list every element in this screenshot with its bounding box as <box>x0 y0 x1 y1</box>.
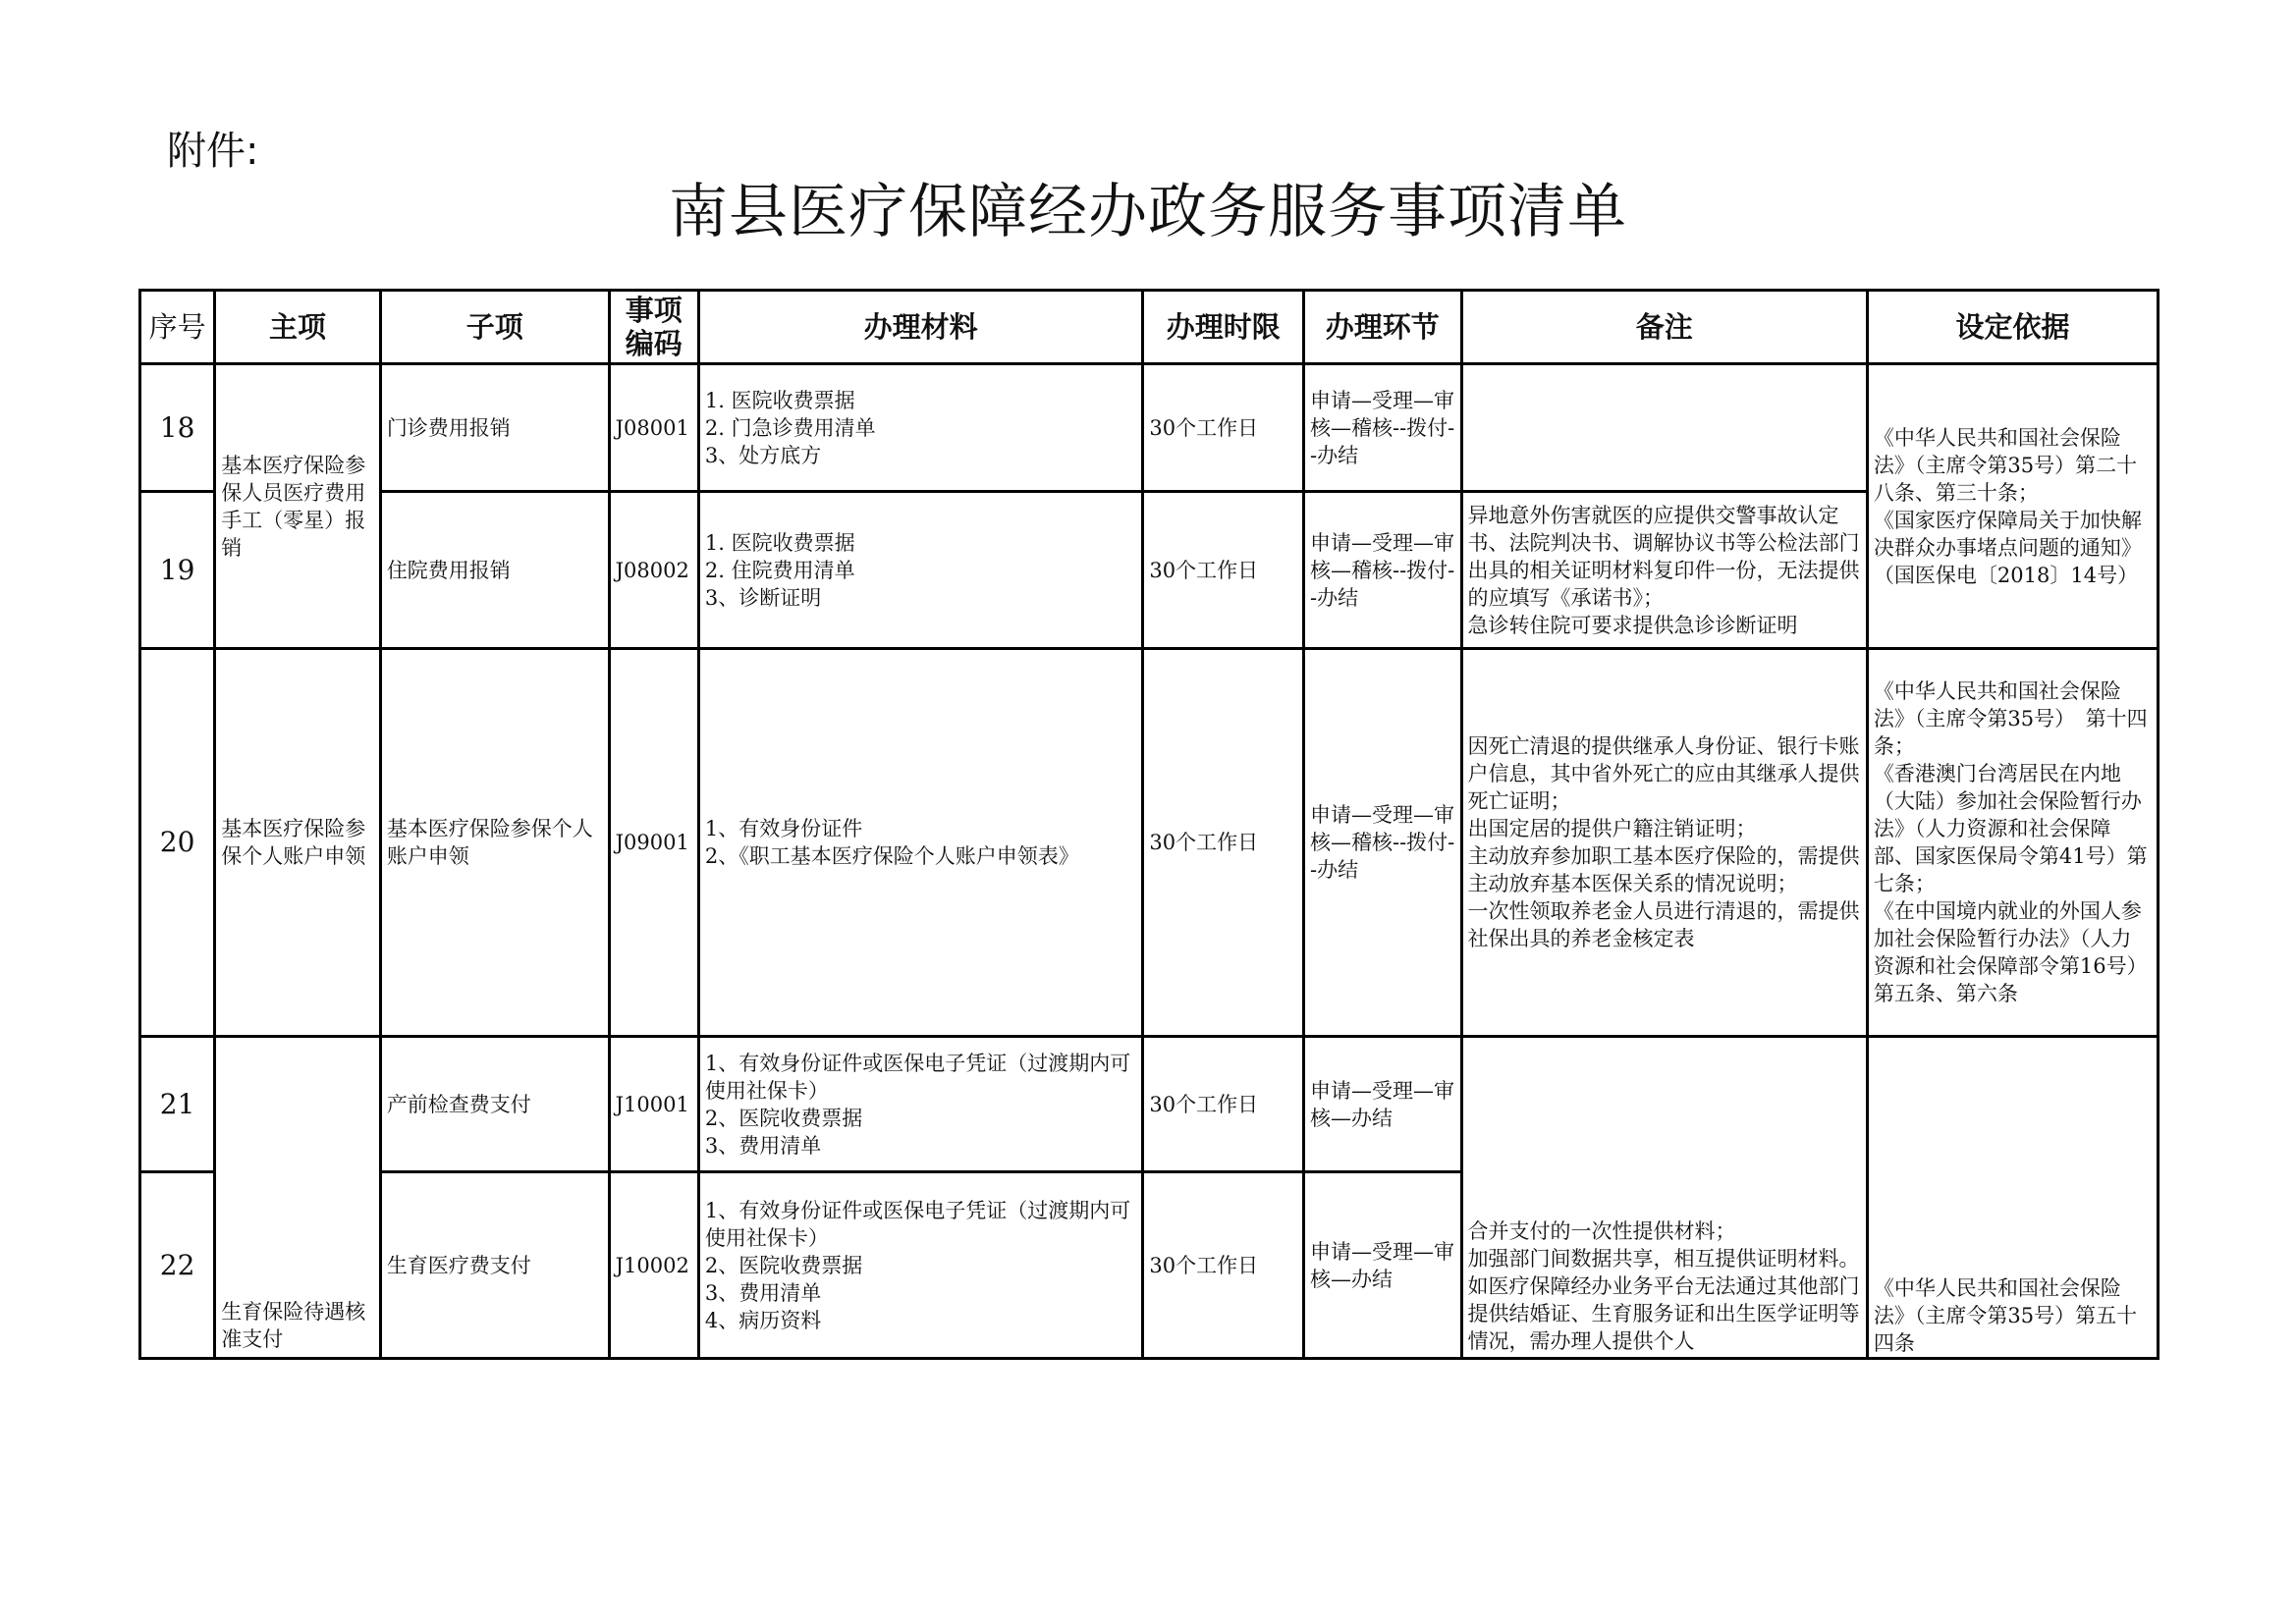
table-header-row <box>140 291 2159 364</box>
main-item: 生育保险待遇核准支付 <box>215 1037 381 1359</box>
header-index: 序号 <box>140 291 215 364</box>
row-index: 18 <box>140 364 215 492</box>
header-time-limit: 办理时限 <box>1143 291 1304 364</box>
time-limit: 30个工作日 <box>1143 1037 1304 1172</box>
item-code: J10002 <box>609 1172 698 1359</box>
row-index: 22 <box>140 1172 215 1359</box>
row-index: 20 <box>140 649 215 1037</box>
services-table <box>138 289 2159 1360</box>
header-process: 办理环节 <box>1303 291 1461 364</box>
material-line: 2. 住院费用清单 <box>704 558 855 582</box>
material-line: 2、医院收费票据 <box>704 1106 863 1130</box>
header-basis: 设定依据 <box>1867 291 2158 364</box>
services-table-container <box>138 289 2159 1366</box>
material-line: 1. 医院收费票据 <box>704 388 855 412</box>
item-code: J10001 <box>609 1037 698 1172</box>
item-code: J08002 <box>609 492 698 649</box>
material-line: 3、处方底方 <box>704 443 822 467</box>
main-item: 基本医疗保险参保个人账户申领 <box>215 649 381 1037</box>
process-steps: 申请—受理—审核—稽核--拨付--办结 <box>1303 649 1461 1037</box>
remarks: 异地意外伤害就医的应提供交警事故认定书、法院判决书、调解协议书等公检法部门出具的相关证明材料复印件一份，无法提供的应填写《承诺书》； 急诊转住院可要求提供急诊诊断证明 <box>1461 492 1867 649</box>
sub-item: 生育医疗费支付 <box>380 1172 609 1359</box>
materials <box>698 364 1143 492</box>
material-line: 2、医院收费票据 <box>704 1253 863 1277</box>
row-index: 19 <box>140 492 215 649</box>
sub-item: 住院费用报销 <box>380 492 609 649</box>
header-remarks: 备注 <box>1461 291 1867 364</box>
header-main: 主项 <box>215 291 381 364</box>
sub-item: 产前检查费支付 <box>380 1037 609 1172</box>
row-index: 21 <box>140 1037 215 1172</box>
remarks: 合并支付的一次性提供材料； 加强部门间数据共享，相互提供证明材料。如医疗保障经办业务平台无法通过其他部门提供结婚证、生育服务证和出生医学证明等情况，需办理人提供个人 <box>1461 1037 1867 1359</box>
table-row <box>140 649 2159 1037</box>
legal-basis: 《中华人民共和国社会保险法》（主席令第35号） 第十四条； 《香港澳门台湾居民在内地（大陆）参加社会保险暂行办法》（人力资源和社会保障部、国家医保局令第41号）第七条； 《在中国境内就业的外国人参加社会保险暂行办法》（人力资源和社会保障部令第16号）第五条、第六条 <box>1867 649 2158 1037</box>
header-sub: 子项 <box>380 291 609 364</box>
time-limit: 30个工作日 <box>1143 364 1304 492</box>
item-code: J09001 <box>609 649 698 1037</box>
time-limit: 30个工作日 <box>1143 492 1304 649</box>
materials <box>698 492 1143 649</box>
material-line: 3、费用清单 <box>704 1280 822 1305</box>
table-row <box>140 492 2159 649</box>
item-code: J08001 <box>609 364 698 492</box>
process-steps: 申请—受理—审核—办结 <box>1303 1037 1461 1172</box>
time-limit: 30个工作日 <box>1143 1172 1304 1359</box>
material-line: 2. 门急诊费用清单 <box>704 415 876 440</box>
materials <box>698 1172 1143 1359</box>
material-line: 1、有效身份证件或医保电子凭证（过渡期内可使用社保卡） <box>704 1051 1131 1103</box>
material-line: 1. 医院收费票据 <box>704 530 855 555</box>
material-line: 4、病历资料 <box>704 1308 822 1332</box>
remarks: 因死亡清退的提供继承人身份证、银行卡账户信息，其中省外死亡的应由其继承人提供死亡证明； 出国定居的提供户籍注销证明； 主动放弃参加职工基本医疗保险的，需提供主动放弃基本医保关系的情况说明； 一次性领取养老金人员进行清退的，需提供社保出具的养老金核定表 <box>1461 649 1867 1037</box>
main-item: 基本医疗保险参保人员医疗费用手工（零星）报销 <box>215 364 381 649</box>
header-materials: 办理材料 <box>698 291 1143 364</box>
materials <box>698 1037 1143 1172</box>
legal-basis: 《中华人民共和国社会保险法》（主席令第35号）第五十四条 <box>1867 1037 2158 1359</box>
process-steps: 申请—受理—审核—稽核--拨付--办结 <box>1303 364 1461 492</box>
page-title: 南县医疗保障经办政务服务事项清单 <box>669 178 1627 246</box>
material-line: 2、《职工基本医疗保险个人账户申领表》 <box>704 844 1079 868</box>
materials <box>698 649 1143 1037</box>
legal-basis: 《中华人民共和国社会保险法》（主席令第35号）第二十八条、第三十条； 《国家医疗保障局关于加快解决群众办事堵点问题的通知》（国医保电〔2018〕14号） <box>1867 364 2158 649</box>
sub-item: 基本医疗保险参保个人账户申领 <box>380 649 609 1037</box>
material-line: 3、诊断证明 <box>704 585 822 610</box>
process-steps: 申请—受理—审核—办结 <box>1303 1172 1461 1359</box>
process-steps: 申请—受理—审核—稽核--拨付--办结 <box>1303 492 1461 649</box>
sub-item: 门诊费用报销 <box>380 364 609 492</box>
material-line: 1、有效身份证件 <box>704 817 863 840</box>
time-limit: 30个工作日 <box>1143 649 1304 1037</box>
table-row <box>140 364 2159 492</box>
table-row <box>140 1037 2159 1172</box>
attachment-label: 附件: <box>167 129 259 174</box>
material-line: 3、费用清单 <box>704 1133 822 1158</box>
material-line: 1、有效身份证件或医保电子凭证（过渡期内可使用社保卡） <box>704 1198 1131 1250</box>
header-code: 事项编码 <box>609 291 698 364</box>
remarks <box>1461 364 1867 492</box>
